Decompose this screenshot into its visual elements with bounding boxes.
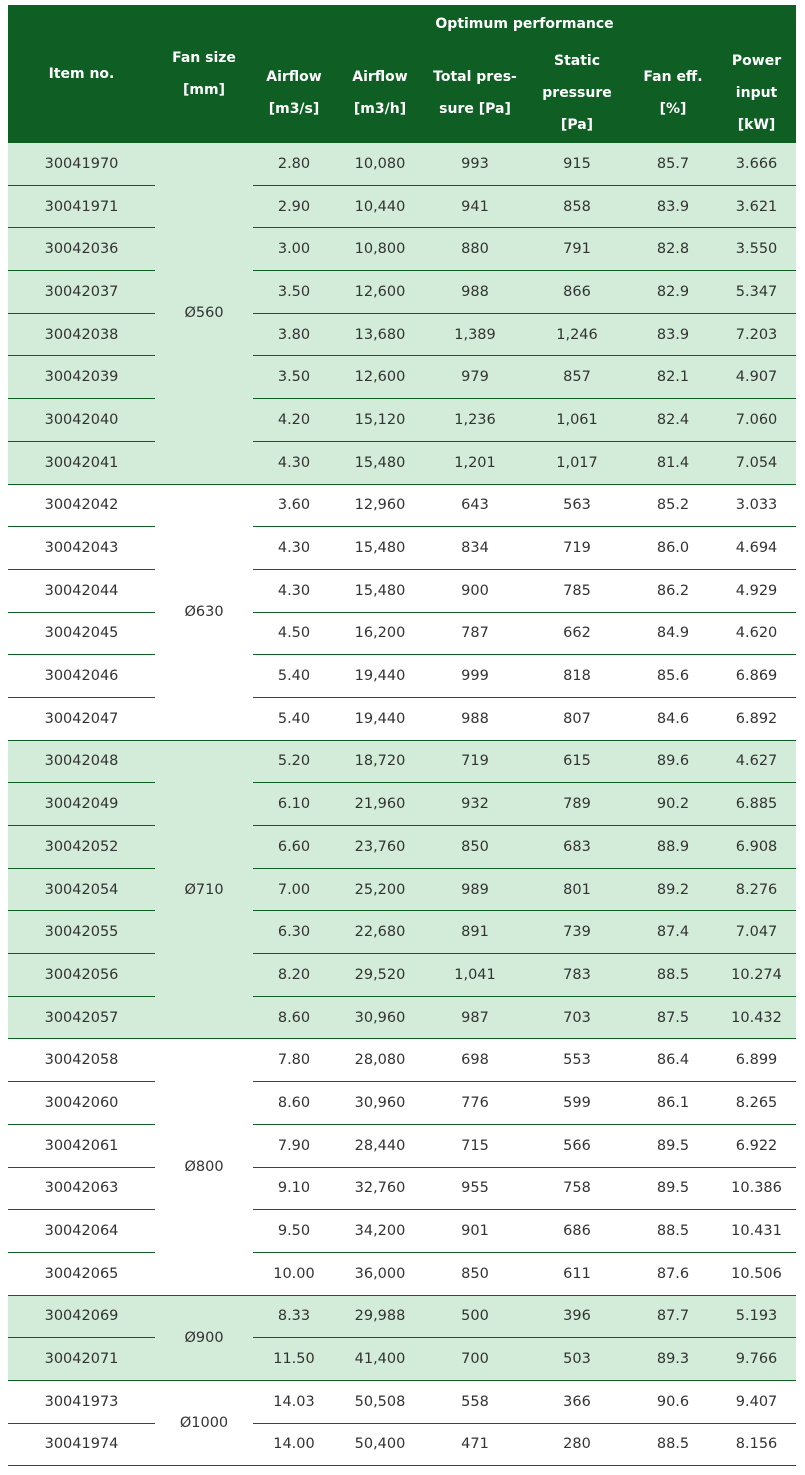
- fan-eff-cell: 85.6: [629, 655, 717, 698]
- header-airflow-m3h: Airflow [m3/h]: [335, 43, 425, 143]
- item-no-cell: 30042038: [8, 313, 155, 356]
- fan-eff-cell: 89.6: [629, 740, 717, 783]
- airflow-m3s-cell: 5.40: [253, 697, 335, 740]
- fan-size-cell: Ø800: [155, 1039, 253, 1295]
- airflow-m3s-cell: 3.60: [253, 484, 335, 527]
- table-row: [8, 527, 796, 570]
- item-no-cell: 30042071: [8, 1338, 155, 1381]
- fan-eff-cell: 87.4: [629, 911, 717, 954]
- item-no-cell: 30042058: [8, 1039, 155, 1082]
- power-input-cell: 6.892: [717, 697, 796, 740]
- item-no-cell: 30041971: [8, 185, 155, 228]
- item-no-cell: 30042040: [8, 399, 155, 442]
- airflow-m3h-cell: 28,440: [335, 1124, 425, 1167]
- static-pressure-cell: 366: [525, 1380, 629, 1423]
- power-input-cell: 7.060: [717, 399, 796, 442]
- table-row: [8, 1252, 796, 1295]
- total-pressure-cell: 993: [425, 143, 525, 185]
- airflow-m3s-cell: 4.30: [253, 527, 335, 570]
- item-no-cell: 30042045: [8, 612, 155, 655]
- table-row: [8, 1380, 796, 1423]
- power-input-cell: 7.047: [717, 911, 796, 954]
- static-pressure-cell: 553: [525, 1039, 629, 1082]
- fan-eff-cell: 89.5: [629, 1124, 717, 1167]
- airflow-m3h-cell: 30,960: [335, 1082, 425, 1125]
- total-pressure-cell: 698: [425, 1039, 525, 1082]
- total-pressure-cell: 1,236: [425, 399, 525, 442]
- airflow-m3s-cell: 2.80: [253, 143, 335, 185]
- item-no-cell: 30042048: [8, 740, 155, 783]
- table-row: [8, 441, 796, 484]
- fan-eff-cell: 83.9: [629, 185, 717, 228]
- airflow-m3h-cell: 25,200: [335, 868, 425, 911]
- table-row: [8, 569, 796, 612]
- header-total-pressure: Total pres- sure [Pa]: [425, 43, 525, 143]
- item-no-cell: 30041974: [8, 1423, 155, 1466]
- table-row: [8, 783, 796, 826]
- static-pressure-cell: 563: [525, 484, 629, 527]
- static-pressure-cell: 783: [525, 954, 629, 997]
- fan-eff-cell: 86.0: [629, 527, 717, 570]
- item-no-cell: 30042061: [8, 1124, 155, 1167]
- table-row: [8, 740, 796, 783]
- fan-eff-cell: 87.7: [629, 1295, 717, 1338]
- total-pressure-cell: 999: [425, 655, 525, 698]
- fan-eff-cell: 82.9: [629, 271, 717, 314]
- airflow-m3s-cell: 3.80: [253, 313, 335, 356]
- airflow-m3h-cell: 13,680: [335, 313, 425, 356]
- table-row: [8, 697, 796, 740]
- static-pressure-cell: 611: [525, 1252, 629, 1295]
- airflow-m3s-cell: 14.03: [253, 1380, 335, 1423]
- item-no-cell: 30042055: [8, 911, 155, 954]
- fan-eff-cell: 90.6: [629, 1380, 717, 1423]
- airflow-m3s-cell: 4.20: [253, 399, 335, 442]
- item-no-cell: 30042044: [8, 569, 155, 612]
- static-pressure-cell: 719: [525, 527, 629, 570]
- table-header: [8, 5, 796, 143]
- airflow-m3h-cell: 15,480: [335, 441, 425, 484]
- total-pressure-cell: 1,041: [425, 954, 525, 997]
- total-pressure-cell: 941: [425, 185, 525, 228]
- power-input-cell: 3.621: [717, 185, 796, 228]
- airflow-m3h-cell: 32,760: [335, 1167, 425, 1210]
- fan-size-cell: Ø630: [155, 484, 253, 740]
- airflow-m3s-cell: 11.50: [253, 1338, 335, 1381]
- static-pressure-cell: 615: [525, 740, 629, 783]
- static-pressure-cell: 703: [525, 996, 629, 1039]
- fan-performance-table: [8, 5, 796, 1466]
- airflow-m3h-cell: 10,080: [335, 143, 425, 185]
- total-pressure-cell: 891: [425, 911, 525, 954]
- airflow-m3h-cell: 10,800: [335, 228, 425, 271]
- table-row: [8, 868, 796, 911]
- table-row: [8, 143, 796, 185]
- power-input-cell: 6.908: [717, 826, 796, 869]
- airflow-m3s-cell: 4.50: [253, 612, 335, 655]
- header-static-pressure: Static pressure [Pa]: [525, 43, 629, 143]
- power-input-cell: 6.899: [717, 1039, 796, 1082]
- airflow-m3s-cell: 2.90: [253, 185, 335, 228]
- power-input-cell: 6.922: [717, 1124, 796, 1167]
- airflow-m3h-cell: 12,960: [335, 484, 425, 527]
- item-no-cell: 30042041: [8, 441, 155, 484]
- power-input-cell: 9.766: [717, 1338, 796, 1381]
- power-input-cell: 4.694: [717, 527, 796, 570]
- item-no-cell: 30042052: [8, 826, 155, 869]
- fan-eff-cell: 88.9: [629, 826, 717, 869]
- airflow-m3s-cell: 7.00: [253, 868, 335, 911]
- total-pressure-cell: 643: [425, 484, 525, 527]
- airflow-m3h-cell: 19,440: [335, 697, 425, 740]
- fan-size-cell: Ø1000: [155, 1380, 253, 1465]
- airflow-m3h-cell: 15,120: [335, 399, 425, 442]
- airflow-m3s-cell: 8.60: [253, 996, 335, 1039]
- fan-eff-cell: 86.2: [629, 569, 717, 612]
- power-input-cell: 4.929: [717, 569, 796, 612]
- static-pressure-cell: 1,061: [525, 399, 629, 442]
- power-input-cell: 10.432: [717, 996, 796, 1039]
- total-pressure-cell: 955: [425, 1167, 525, 1210]
- total-pressure-cell: 901: [425, 1210, 525, 1253]
- table-row: [8, 1039, 796, 1082]
- table-row: [8, 399, 796, 442]
- table-row: [8, 1338, 796, 1381]
- airflow-m3h-cell: 29,988: [335, 1295, 425, 1338]
- total-pressure-cell: 719: [425, 740, 525, 783]
- airflow-m3h-cell: 12,600: [335, 356, 425, 399]
- airflow-m3s-cell: 3.50: [253, 356, 335, 399]
- item-no-cell: 30042065: [8, 1252, 155, 1295]
- item-no-cell: 30042043: [8, 527, 155, 570]
- power-input-cell: 3.033: [717, 484, 796, 527]
- table-row: [8, 271, 796, 314]
- fan-eff-cell: 88.5: [629, 1210, 717, 1253]
- fan-eff-cell: 85.2: [629, 484, 717, 527]
- static-pressure-cell: 857: [525, 356, 629, 399]
- header-item-no: Item no.: [8, 5, 155, 143]
- item-no-cell: 30042036: [8, 228, 155, 271]
- airflow-m3h-cell: 28,080: [335, 1039, 425, 1082]
- table-row: [8, 185, 796, 228]
- table-row: [8, 612, 796, 655]
- fan-size-cell: Ø560: [155, 143, 253, 484]
- total-pressure-cell: 987: [425, 996, 525, 1039]
- static-pressure-cell: 686: [525, 1210, 629, 1253]
- item-no-cell: 30042060: [8, 1082, 155, 1125]
- airflow-m3h-cell: 18,720: [335, 740, 425, 783]
- fan-eff-cell: 85.7: [629, 143, 717, 185]
- static-pressure-cell: 818: [525, 655, 629, 698]
- table-row: [8, 228, 796, 271]
- fan-eff-cell: 90.2: [629, 783, 717, 826]
- airflow-m3h-cell: 21,960: [335, 783, 425, 826]
- total-pressure-cell: 989: [425, 868, 525, 911]
- airflow-m3h-cell: 36,000: [335, 1252, 425, 1295]
- fan-eff-cell: 89.3: [629, 1338, 717, 1381]
- header-optimum-performance: Optimum performance: [253, 5, 796, 43]
- header-fan-size: Fan size [mm]: [155, 5, 253, 143]
- table-row: [8, 911, 796, 954]
- static-pressure-cell: 858: [525, 185, 629, 228]
- power-input-cell: 3.666: [717, 143, 796, 185]
- power-input-cell: 5.193: [717, 1295, 796, 1338]
- fan-eff-cell: 81.4: [629, 441, 717, 484]
- fan-eff-cell: 89.5: [629, 1167, 717, 1210]
- total-pressure-cell: 850: [425, 826, 525, 869]
- static-pressure-cell: 785: [525, 569, 629, 612]
- airflow-m3s-cell: 14.00: [253, 1423, 335, 1466]
- fan-eff-cell: 87.5: [629, 996, 717, 1039]
- airflow-m3s-cell: 8.60: [253, 1082, 335, 1125]
- fan-eff-cell: 89.2: [629, 868, 717, 911]
- table-row: [8, 655, 796, 698]
- total-pressure-cell: 900: [425, 569, 525, 612]
- fan-eff-cell: 84.9: [629, 612, 717, 655]
- static-pressure-cell: 807: [525, 697, 629, 740]
- fan-eff-cell: 87.6: [629, 1252, 717, 1295]
- static-pressure-cell: 915: [525, 143, 629, 185]
- fan-eff-cell: 88.5: [629, 954, 717, 997]
- total-pressure-cell: 715: [425, 1124, 525, 1167]
- total-pressure-cell: 988: [425, 697, 525, 740]
- table-row: [8, 484, 796, 527]
- airflow-m3s-cell: 4.30: [253, 441, 335, 484]
- power-input-cell: 8.156: [717, 1423, 796, 1466]
- airflow-m3h-cell: 50,508: [335, 1380, 425, 1423]
- airflow-m3h-cell: 23,760: [335, 826, 425, 869]
- total-pressure-cell: 500: [425, 1295, 525, 1338]
- static-pressure-cell: 662: [525, 612, 629, 655]
- airflow-m3s-cell: 5.20: [253, 740, 335, 783]
- airflow-m3h-cell: 12,600: [335, 271, 425, 314]
- item-no-cell: 30041973: [8, 1380, 155, 1423]
- static-pressure-cell: 866: [525, 271, 629, 314]
- table-row: [8, 1423, 796, 1466]
- fan-eff-cell: 83.9: [629, 313, 717, 356]
- static-pressure-cell: 1,246: [525, 313, 629, 356]
- fan-size-cell: Ø900: [155, 1295, 253, 1380]
- fan-eff-cell: 84.6: [629, 697, 717, 740]
- item-no-cell: 30042047: [8, 697, 155, 740]
- total-pressure-cell: 776: [425, 1082, 525, 1125]
- static-pressure-cell: 396: [525, 1295, 629, 1338]
- fan-eff-cell: 82.4: [629, 399, 717, 442]
- total-pressure-cell: 1,389: [425, 313, 525, 356]
- fan-eff-cell: 82.8: [629, 228, 717, 271]
- airflow-m3h-cell: 34,200: [335, 1210, 425, 1253]
- airflow-m3h-cell: 29,520: [335, 954, 425, 997]
- static-pressure-cell: 566: [525, 1124, 629, 1167]
- fan-eff-cell: 86.1: [629, 1082, 717, 1125]
- table-row: [8, 313, 796, 356]
- header-power-input: Power input [kW]: [717, 43, 796, 143]
- airflow-m3h-cell: 30,960: [335, 996, 425, 1039]
- airflow-m3s-cell: 7.90: [253, 1124, 335, 1167]
- total-pressure-cell: 1,201: [425, 441, 525, 484]
- total-pressure-cell: 787: [425, 612, 525, 655]
- power-input-cell: 10.431: [717, 1210, 796, 1253]
- airflow-m3s-cell: 8.20: [253, 954, 335, 997]
- item-no-cell: 30042063: [8, 1167, 155, 1210]
- table-row: [8, 954, 796, 997]
- airflow-m3h-cell: 50,400: [335, 1423, 425, 1466]
- table-body: [8, 143, 796, 1466]
- total-pressure-cell: 471: [425, 1423, 525, 1466]
- fan-size-cell: Ø710: [155, 740, 253, 1039]
- power-input-cell: 8.265: [717, 1082, 796, 1125]
- static-pressure-cell: 503: [525, 1338, 629, 1381]
- total-pressure-cell: 932: [425, 783, 525, 826]
- airflow-m3s-cell: 9.10: [253, 1167, 335, 1210]
- airflow-m3h-cell: 19,440: [335, 655, 425, 698]
- static-pressure-cell: 599: [525, 1082, 629, 1125]
- total-pressure-cell: 558: [425, 1380, 525, 1423]
- total-pressure-cell: 834: [425, 527, 525, 570]
- total-pressure-cell: 700: [425, 1338, 525, 1381]
- static-pressure-cell: 791: [525, 228, 629, 271]
- airflow-m3s-cell: 9.50: [253, 1210, 335, 1253]
- static-pressure-cell: 789: [525, 783, 629, 826]
- airflow-m3h-cell: 15,480: [335, 527, 425, 570]
- airflow-m3h-cell: 10,440: [335, 185, 425, 228]
- power-input-cell: 5.347: [717, 271, 796, 314]
- item-no-cell: 30042069: [8, 1295, 155, 1338]
- total-pressure-cell: 880: [425, 228, 525, 271]
- total-pressure-cell: 850: [425, 1252, 525, 1295]
- static-pressure-cell: 801: [525, 868, 629, 911]
- table-row: [8, 1295, 796, 1338]
- static-pressure-cell: 758: [525, 1167, 629, 1210]
- power-input-cell: 3.550: [717, 228, 796, 271]
- power-input-cell: 4.620: [717, 612, 796, 655]
- table-row: [8, 996, 796, 1039]
- airflow-m3s-cell: 4.30: [253, 569, 335, 612]
- airflow-m3s-cell: 10.00: [253, 1252, 335, 1295]
- airflow-m3s-cell: 6.30: [253, 911, 335, 954]
- power-input-cell: 9.407: [717, 1380, 796, 1423]
- airflow-m3h-cell: 15,480: [335, 569, 425, 612]
- power-input-cell: 7.054: [717, 441, 796, 484]
- static-pressure-cell: 280: [525, 1423, 629, 1466]
- item-no-cell: 30042046: [8, 655, 155, 698]
- static-pressure-cell: 683: [525, 826, 629, 869]
- table-row: [8, 826, 796, 869]
- fan-eff-cell: 88.5: [629, 1423, 717, 1466]
- item-no-cell: 30042039: [8, 356, 155, 399]
- power-input-cell: 10.386: [717, 1167, 796, 1210]
- header-airflow-m3s: Airflow [m3/s]: [253, 43, 335, 143]
- power-input-cell: 10.274: [717, 954, 796, 997]
- item-no-cell: 30042056: [8, 954, 155, 997]
- airflow-m3s-cell: 3.00: [253, 228, 335, 271]
- item-no-cell: 30041970: [8, 143, 155, 185]
- power-input-cell: 4.907: [717, 356, 796, 399]
- power-input-cell: 6.885: [717, 783, 796, 826]
- airflow-m3s-cell: 6.60: [253, 826, 335, 869]
- airflow-m3s-cell: 3.50: [253, 271, 335, 314]
- airflow-m3s-cell: 6.10: [253, 783, 335, 826]
- power-input-cell: 10.506: [717, 1252, 796, 1295]
- header-fan-eff: Fan eff. [%]: [629, 43, 717, 143]
- item-no-cell: 30042064: [8, 1210, 155, 1253]
- airflow-m3s-cell: 7.80: [253, 1039, 335, 1082]
- table-row: [8, 1082, 796, 1125]
- total-pressure-cell: 979: [425, 356, 525, 399]
- airflow-m3h-cell: 16,200: [335, 612, 425, 655]
- item-no-cell: 30042057: [8, 996, 155, 1039]
- power-input-cell: 6.869: [717, 655, 796, 698]
- item-no-cell: 30042037: [8, 271, 155, 314]
- static-pressure-cell: 739: [525, 911, 629, 954]
- airflow-m3h-cell: 41,400: [335, 1338, 425, 1381]
- table-row: [8, 356, 796, 399]
- item-no-cell: 30042049: [8, 783, 155, 826]
- total-pressure-cell: 988: [425, 271, 525, 314]
- airflow-m3s-cell: 5.40: [253, 655, 335, 698]
- static-pressure-cell: 1,017: [525, 441, 629, 484]
- airflow-m3s-cell: 8.33: [253, 1295, 335, 1338]
- item-no-cell: 30042054: [8, 868, 155, 911]
- item-no-cell: 30042042: [8, 484, 155, 527]
- power-input-cell: 4.627: [717, 740, 796, 783]
- table-row: [8, 1210, 796, 1253]
- power-input-cell: 8.276: [717, 868, 796, 911]
- power-input-cell: 7.203: [717, 313, 796, 356]
- table-row: [8, 1124, 796, 1167]
- fan-eff-cell: 86.4: [629, 1039, 717, 1082]
- fan-eff-cell: 82.1: [629, 356, 717, 399]
- table-row: [8, 1167, 796, 1210]
- airflow-m3h-cell: 22,680: [335, 911, 425, 954]
